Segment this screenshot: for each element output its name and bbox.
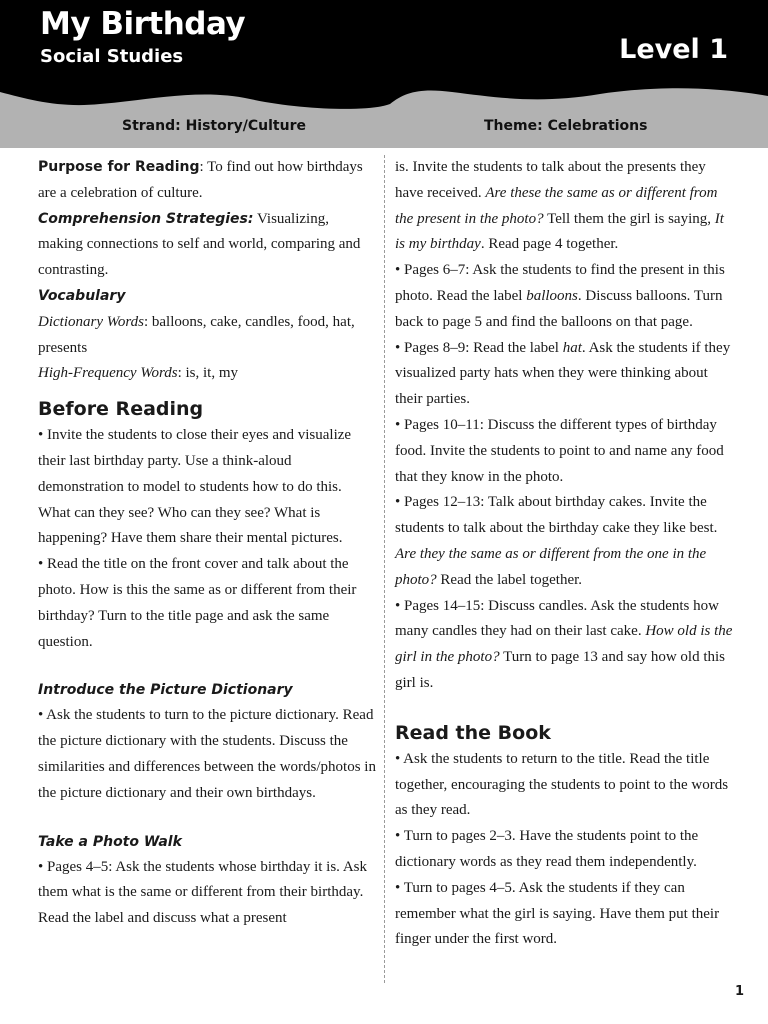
text-run: . Ask the students if they visualized party hats when they were thinking about their parties.	[395, 339, 731, 408]
photo-walk-continued	[395, 155, 735, 258]
pages-8-9-paragraph	[395, 336, 735, 413]
read-the-book-heading: Read the Book	[395, 721, 551, 744]
strand-label: Strand: History/Culture	[122, 118, 306, 134]
picture-dictionary-heading: Introduce the Picture Dictionary	[38, 682, 293, 699]
page-header	[0, 0, 768, 148]
before-reading-heading: Before Reading	[38, 398, 204, 421]
high-frequency-words	[38, 361, 376, 387]
dictionary-words	[38, 310, 376, 362]
question-text: Are they the same as or different from the one in the photo?	[395, 545, 707, 588]
dictionary-words-text: : balloons, cake, candles, food, hat, presents	[38, 313, 355, 356]
strategies-label: Comprehension Strategies:	[38, 210, 254, 227]
photo-walk-heading: Take a Photo Walk	[38, 833, 182, 850]
page-number: 1	[734, 984, 744, 999]
text-run: Tell them the girl is saying,	[543, 210, 715, 227]
photo-walk-paragraph: • Pages 4–5: Ask the students whose birthday it is. Ask them what is the same or different from their birthday. Read the label and discuss what a present	[38, 858, 367, 927]
read-the-book-paragraph-2: • Turn to pages 2–3. Have the students point to the dictionary words as they read them independently.	[395, 828, 699, 870]
high-frequency-label: High-Frequency Words	[38, 365, 178, 382]
text-run: Read the label together.	[436, 571, 583, 588]
right-column	[395, 155, 735, 953]
vocabulary-heading: Vocabulary	[38, 287, 126, 304]
book-title: My Birthday	[40, 6, 246, 42]
text-run: • Pages 12–13: Talk about birthday cakes. Invite the students to talk about the birthday cake they like best.	[395, 494, 718, 537]
pages-14-15-paragraph	[395, 594, 735, 697]
strategies-text: Visualizing, making connections to self and world, comparing and contrasting.	[38, 210, 361, 279]
dictionary-words-label: Dictionary Words	[38, 313, 144, 330]
purpose-text: : To find out how birthdays are a celebration of culture.	[38, 159, 363, 201]
text-run: • Pages 6–7: Ask the students to find the present in this photo. Read the label	[395, 262, 725, 304]
before-reading-paragraph-1: • Invite the students to close their eyes and visualize their last birthday party. Use a think-aloud demonstration to model to students how to do this. What can they see? Who can they see? What is happening? Have them share their mental pictures.	[38, 427, 352, 547]
picture-dictionary-paragraph: • Ask the students to turn to the picture dictionary. Read the picture dictionary with the students. Discuss the similarities and differences between the words/photos in the picture dictionary and their own birthdays.	[38, 707, 376, 801]
purpose-paragraph	[38, 155, 376, 207]
purpose-label: Purpose for Reading	[38, 159, 200, 175]
pages-12-13-paragraph	[395, 490, 735, 593]
question-text: How old is the girl in the photo?	[395, 623, 733, 666]
text-run: is. Invite the students to talk about the presents they have received.	[395, 159, 706, 201]
text-run: . Read page 4 together.	[480, 236, 619, 253]
quote-text: It is my birthday	[395, 210, 724, 253]
theme-label: Theme: Celebrations	[484, 118, 648, 134]
question-text: Are these the same as or different from the present in the photo?	[395, 184, 718, 227]
column-divider	[384, 155, 385, 983]
text-run: • Pages 14–15: Discuss candles. Ask the students how many candles they had on their last cake.	[395, 597, 719, 640]
label-word: balloons	[526, 287, 578, 304]
pages-10-11-paragraph: • Pages 10–11: Discuss the different types of birthday food. Invite the students to point to and name any food that they know in the photo.	[395, 416, 724, 485]
book-level: Level 1	[619, 34, 728, 65]
text-run: • Pages 8–9: Read the label	[395, 339, 563, 356]
text-run: . Discuss balloons. Turn back to page 5 and find the balloons on that page.	[395, 287, 723, 330]
text-run: Turn to page 13 and say how old this girl is.	[395, 649, 726, 691]
read-the-book-paragraph-1: • Ask the students to return to the title. Read the title together, encouraging the students to point to the words as they read.	[395, 750, 729, 819]
before-reading-paragraph-2: • Read the title on the front cover and talk about the photo. How is this the same as or different from their birthday? Turn to the title page and ask the same question.	[38, 556, 357, 650]
high-frequency-text: : is, it, my	[177, 365, 238, 382]
label-word: hat	[562, 339, 582, 356]
pages-6-7-paragraph	[395, 258, 735, 335]
strategies-paragraph	[38, 207, 376, 284]
left-column	[38, 155, 376, 932]
book-subject: Social Studies	[40, 46, 184, 67]
read-the-book-paragraph-3: • Turn to pages 4–5. Ask the students if they can remember what the girl is saying. Have them put their finger under the first word.	[395, 879, 720, 948]
